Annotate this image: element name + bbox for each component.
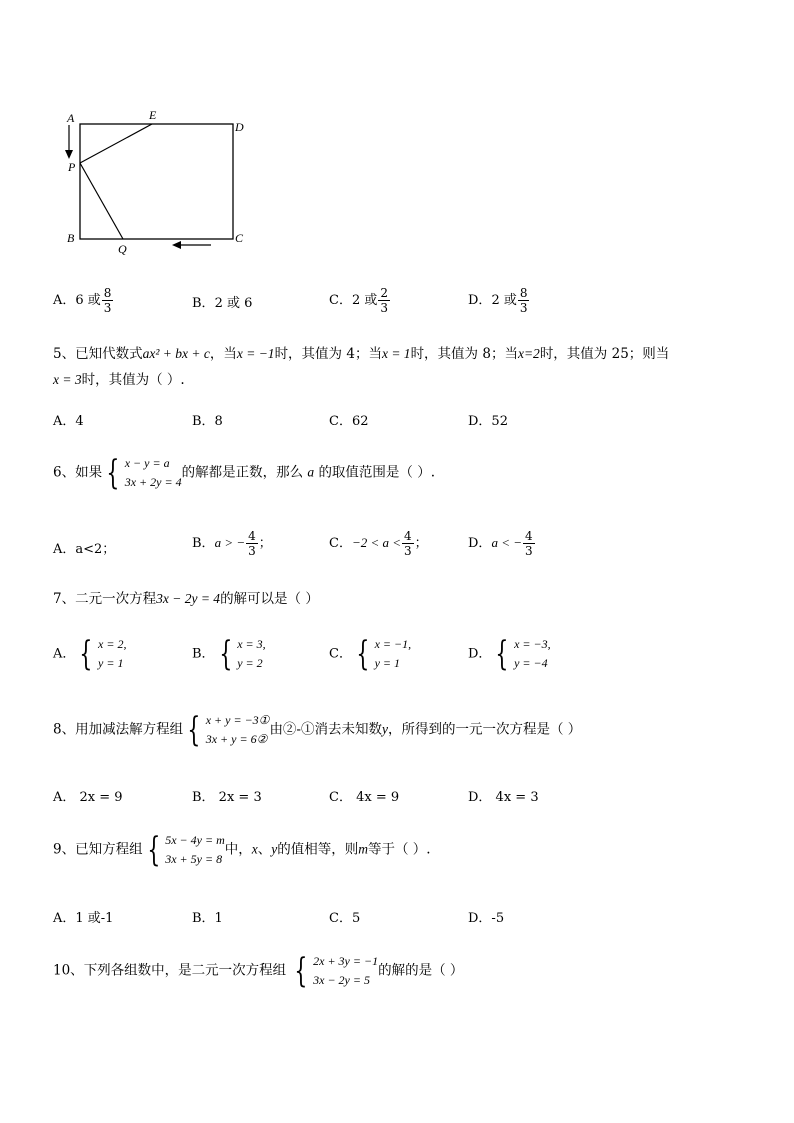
q8-option-d[interactable]: D． 4x = 3: [468, 790, 539, 805]
q5-option-a[interactable]: A．4: [53, 414, 84, 429]
q9-option-d[interactable]: D．-5: [468, 911, 505, 926]
label-c: C: [235, 231, 244, 245]
fraction: $\frac{8}{3}$: [519, 286, 528, 315]
label-d: D: [235, 120, 244, 134]
q6-option-b[interactable]: B．a > − $\frac{4}{3}$ ；: [192, 529, 272, 558]
question-7: 7、二元一次方程3x − 2y = 4的解可以是（ ）: [53, 591, 319, 607]
question-5-line-1: 5、已知代数式ax² + bx + c，当x = −1时，其值为 4；当x = 1时，其值为 8；当x=2时，其值为 25；则当: [53, 346, 670, 362]
label-q: Q: [118, 242, 127, 256]
fraction: $\frac{4}{3}$: [248, 529, 256, 558]
equation-system: { x = 2, y = 1: [79, 634, 127, 674]
equation-system: { x = 3, y = 2: [218, 634, 266, 674]
q6-option-c[interactable]: C．−2 < a < $\frac{4}{3}$ ；: [329, 529, 428, 558]
segment-pq: [80, 163, 123, 239]
question-5-line-2: x = 3时，其值为（ ）.: [53, 372, 185, 388]
q4-option-d[interactable]: D．2 或 $\frac{8}{3}$: [468, 286, 528, 315]
equation-system: { x + y = −3① 3x + y = 6②: [187, 710, 270, 750]
q5-option-b[interactable]: B．8: [192, 414, 223, 429]
label-e: E: [149, 108, 157, 122]
equation-system: { x − y = a 3x + 2y = 4: [106, 453, 182, 493]
fraction: $\frac{8}{3}$: [103, 286, 112, 315]
label-a: A: [67, 111, 75, 125]
q7-option-a[interactable]: A． { x = 2, y = 1: [53, 634, 127, 674]
q7-option-c[interactable]: C． { x = −1, y = 1: [329, 634, 412, 674]
equation-system: { 5x − 4y = m 3x + 5y = 8: [146, 830, 225, 870]
fraction: $\frac{2}{3}$: [380, 286, 388, 315]
q7-option-b[interactable]: B． { x = 3, y = 2: [192, 634, 266, 674]
equation-system: { x = −1, y = 1: [356, 634, 412, 674]
geometry-figure: [55, 105, 265, 260]
question-9: 9、已知方程组 { 5x − 4y = m 3x + 5y = 8 中，x、y的值相等，则m等于（ ）.: [53, 830, 431, 870]
equation-system: { x = −3, y = −4: [495, 634, 551, 674]
q5-option-c[interactable]: C．62: [329, 414, 369, 429]
q4-option-b[interactable]: B．2 或 6: [192, 296, 253, 311]
q9-option-c[interactable]: C．5: [329, 911, 361, 926]
q9-option-b[interactable]: B．1: [192, 911, 223, 926]
segment-pe: [80, 124, 152, 163]
q7-option-d[interactable]: D． { x = −3, y = −4: [468, 634, 551, 674]
question-8: 8、用加减法解方程组 { x + y = −3① 3x + y = 6② 由②-①消去未知数y，所得到的一元一次方程是（ ）: [53, 710, 582, 750]
q6-option-a[interactable]: A．a<2；: [53, 542, 116, 557]
q8-option-a[interactable]: A． 2x = 9: [53, 790, 123, 805]
question-10: 10、下列各组数中，是二元一次方程组 { 2x + 3y = −1 3x − 2y = 5 的解的是（ ）: [53, 951, 464, 991]
arrow-left-icon: [172, 241, 211, 249]
rectangle-abcd: [80, 124, 233, 239]
q8-option-c[interactable]: C． 4x = 9: [329, 790, 400, 805]
arrow-down-icon: [65, 125, 73, 159]
question-6: 6、如果 { x − y = a 3x + 2y = 4 的解都是正数，那么 a 的取值范围是（ ）.: [53, 453, 436, 493]
q5-option-d[interactable]: D．52: [468, 414, 508, 429]
q6-option-d[interactable]: D．a < − $\frac{4}{3}$: [468, 529, 533, 558]
equation-system: { 2x + 3y = −1 3x − 2y = 5: [294, 951, 379, 991]
label-b: B: [67, 231, 75, 245]
q8-option-b[interactable]: B． 2x = 3: [192, 790, 262, 805]
q9-option-a[interactable]: A．1 或-1: [53, 911, 114, 926]
q4-option-c[interactable]: C．2 或 $\frac{2}{3}$: [329, 286, 388, 315]
fraction: $\frac{4}{3}$: [524, 529, 533, 558]
fraction: $\frac{4}{3}$: [404, 529, 412, 558]
q4-option-a[interactable]: A．6 或 $\frac{8}{3}$: [53, 286, 112, 315]
label-p: P: [68, 160, 76, 174]
